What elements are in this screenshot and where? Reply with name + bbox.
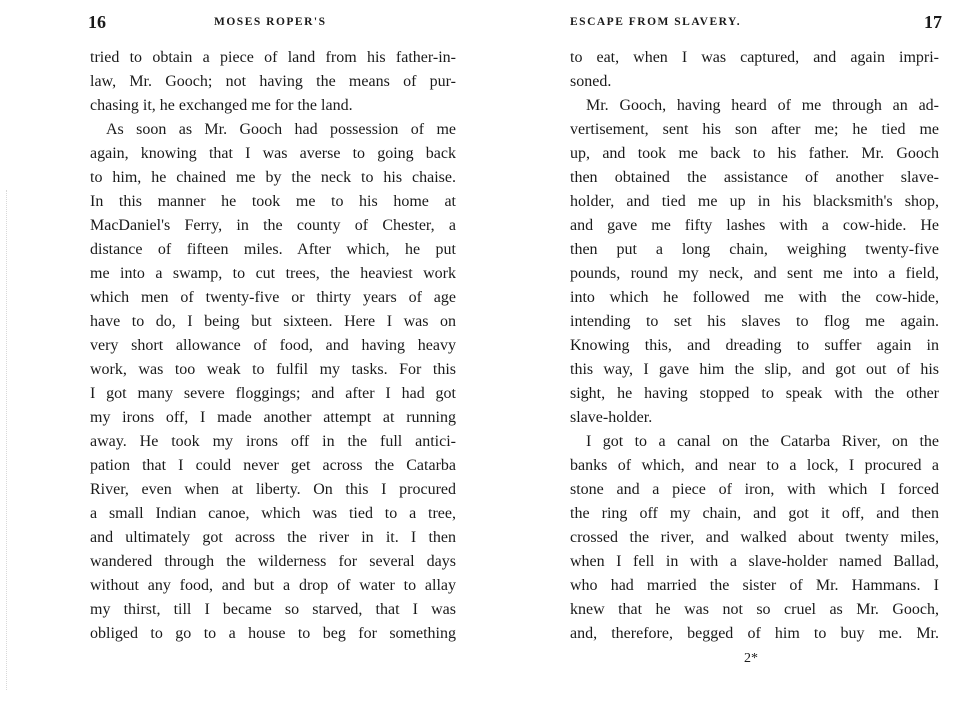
text-line: sight, he having stopped to speak with the other <box>570 385 939 402</box>
text-line: have to do, I being but sixteen. Here I was on <box>90 313 456 330</box>
text-line: which men of twenty-five or thirty years of age <box>90 289 456 306</box>
text-line: As soon as Mr. Gooch had possession of me <box>106 121 456 138</box>
text-line: to him, he chained me by the neck to his chaise. <box>90 169 456 186</box>
text-line: distance of fifteen miles. After which, he put <box>90 241 456 258</box>
text-line: again, knowing that I was averse to going back <box>90 145 456 162</box>
text-line: River, even when at liberty. On this I procured <box>90 481 456 498</box>
margin-scan-marks <box>6 190 9 690</box>
right-running-title: ESCAPE FROM SLAVERY. <box>570 16 742 28</box>
right-page <box>490 0 980 724</box>
text-line: who had married the sister of Mr. Hammans. I <box>570 577 939 594</box>
right-text-block <box>570 46 939 646</box>
text-line: and gave me fifty lashes with a cow-hide. He <box>570 217 939 234</box>
right-running-head <box>570 12 942 34</box>
text-line: banks of which, and near to a lock, I procured a <box>570 457 939 474</box>
text-line: up, and took me back to his father. Mr. Gooch <box>570 145 939 162</box>
signature-mark: 2* <box>744 651 758 666</box>
text-line: soned. <box>570 73 612 90</box>
text-line: and ultimately got across the river in it. I then <box>90 529 456 546</box>
text-line: Knowing this, and dreading to suffer again in <box>570 337 939 354</box>
text-line: away. He took my irons off in the full antici- <box>90 433 456 450</box>
text-line: MacDaniel's Ferry, in the county of Chester, a <box>90 217 456 234</box>
text-line: then put a long chain, weighing twenty-five <box>570 241 939 258</box>
text-line: tried to obtain a piece of land from his father-in- <box>90 49 456 66</box>
text-line: very short allowance of food, and having heavy <box>90 337 456 354</box>
text-line: my irons off, I made another attempt at running <box>90 409 456 426</box>
text-line: pation that I could never get across the Catarba <box>90 457 456 474</box>
text-line: wandered through the wilderness for several days <box>90 553 456 570</box>
text-line: I got to a canal on the Catarba River, on the <box>586 433 939 450</box>
text-line: when I fell in with a slave-holder named Ballad, <box>570 553 939 570</box>
left-running-title: MOSES ROPER'S <box>214 16 327 28</box>
text-line: law, Mr. Gooch; not having the means of pur- <box>90 73 456 90</box>
text-line: I got many severe floggings; and after I had got <box>90 385 456 402</box>
text-line: knew that he was not so cruel as Mr. Gooch, <box>570 601 939 618</box>
text-line: obliged to go to a house to beg for something <box>90 625 456 642</box>
right-page-number: 17 <box>924 12 942 32</box>
text-line: pounds, round my neck, and sent me into a field, <box>570 265 939 282</box>
text-line: holder, and tied me up in his blacksmith's shop, <box>570 193 939 210</box>
text-line: crossed the river, and walked about twenty miles, <box>570 529 939 546</box>
text-line: without any food, and but a drop of water to allay <box>90 577 456 594</box>
text-line: slave-holder. <box>570 409 653 426</box>
left-page-number: 16 <box>88 12 106 32</box>
text-line: then obtained the assistance of another slave- <box>570 169 939 186</box>
text-line: Mr. Gooch, having heard of me through an ad- <box>586 97 939 114</box>
text-line: intending to set his slaves to flog me again. <box>570 313 939 330</box>
text-line: to eat, when I was captured, and again impri- <box>570 49 939 66</box>
text-line: work, was too weak to fulfil my tasks. For this <box>90 361 456 378</box>
text-line: a small Indian canoe, which was tied to a tree, <box>90 505 456 522</box>
text-line: chasing it, he exchanged me for the land. <box>90 97 353 114</box>
left-text-block <box>90 46 456 646</box>
text-line: my thirst, till I became so starved, that I was <box>90 601 456 618</box>
text-line: the ring off my chain, and got it off, and then <box>570 505 939 522</box>
text-line: me into a swamp, to cut trees, the heaviest work <box>90 265 456 282</box>
text-line: In this manner he took me to his home at <box>90 193 456 210</box>
text-line: and, therefore, begged of him to buy me. Mr. <box>570 625 939 642</box>
text-line: vertisement, sent his son after me; he tied me <box>570 121 939 138</box>
text-line: stone and a piece of iron, with which I forced <box>570 481 939 498</box>
text-line: into which he followed me with the cow-hide, <box>570 289 939 306</box>
left-running-head <box>88 12 458 34</box>
text-line: this way, I gave him the slip, and got out of his <box>570 361 939 378</box>
